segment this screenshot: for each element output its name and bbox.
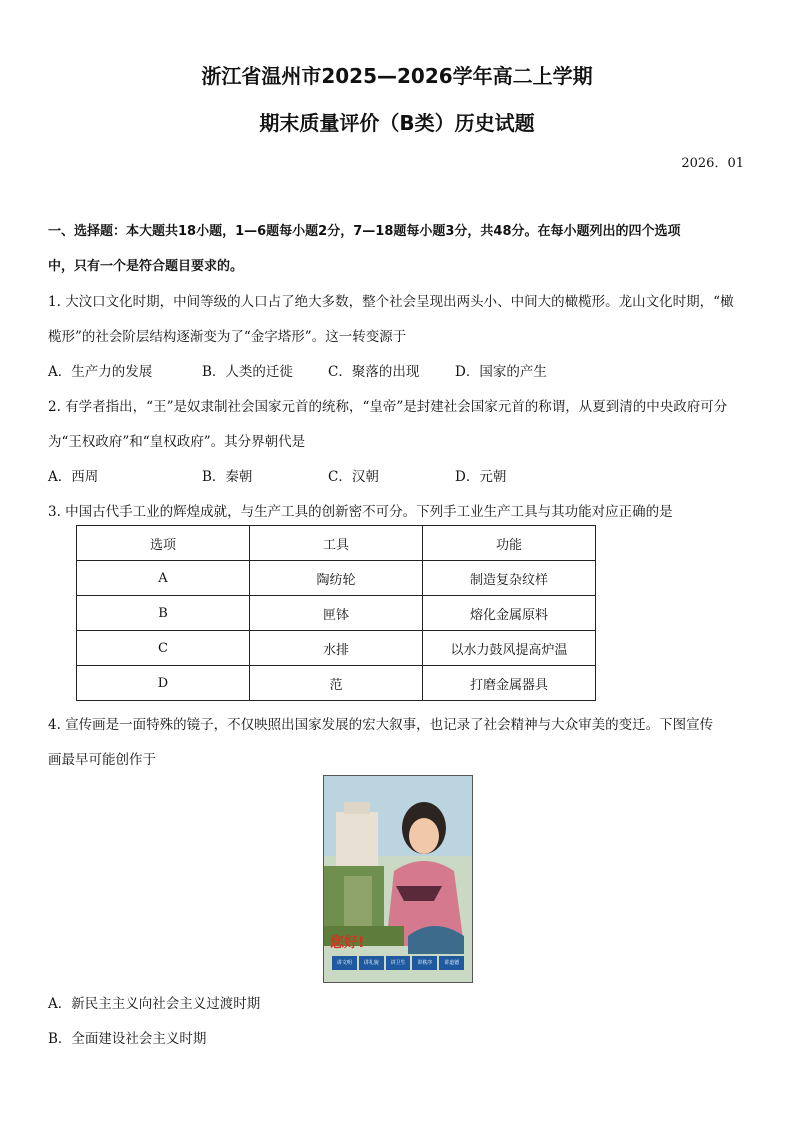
propaganda-poster-image [323, 775, 473, 983]
q4-option-b[interactable]: B．全面建设社会主义时期 [48, 1031, 207, 1047]
poster-greeting: 您好! [330, 935, 365, 951]
table-header-row [77, 526, 596, 561]
q2-stem-line-1: 2. 有学者指出，“王”是奴隶制社会国家元首的统称，“皇帝”是封建社会国家元首的称谓，从夏到清的中央政府可分 [48, 399, 728, 415]
title-line-2: 期末质量评价（B类）历史试题 [259, 111, 535, 135]
table-row [77, 631, 596, 666]
q4-stem-line-1: 4. 宣传画是一面特殊的镜子，不仅映照出国家发展的宏大叙事，也记录了社会精神与大众审美的变迁。下图宣传 [48, 717, 714, 733]
table-row [77, 666, 596, 701]
q2-option-d[interactable]: D．元朝 [455, 469, 507, 485]
table-cell: 制造复杂纹样 [423, 561, 596, 596]
table-row [77, 561, 596, 596]
table-cell: 匣钵 [250, 596, 423, 631]
q2-stem-line-2: 为“王权政府”和“皇权政府”。其分界朝代是 [48, 434, 306, 450]
q1-stem-line-2: 榄形”的社会阶层结构逐渐变为了“金字塔形”。这一转变源于 [48, 329, 407, 345]
table-cell: B [77, 596, 250, 631]
poster-slogan: 讲秩序 [412, 956, 437, 970]
q4-option-a[interactable]: A．新民主主义向社会主义过渡时期 [48, 996, 261, 1012]
q3-table [76, 525, 596, 701]
table-cell: 范 [250, 666, 423, 701]
table-cell: 以水力鼓风提高炉温 [423, 631, 596, 666]
q1-option-a[interactable]: A．生产力的发展 [48, 364, 153, 380]
poster-slogan: 讲文明 [332, 956, 357, 970]
table-cell: 熔化金属原料 [423, 596, 596, 631]
table-cell: D [77, 666, 250, 701]
q2-option-a[interactable]: A．西周 [48, 469, 99, 485]
poster-slogan: 讲卫生 [386, 956, 411, 970]
q1-option-d[interactable]: D．国家的产生 [455, 364, 547, 380]
section-instructions-line-2: 中，只有一个是符合题目要求的。 [48, 259, 244, 274]
title-line-1: 浙江省温州市2025—2026学年高二上学期 [201, 64, 593, 88]
table-cell: A [77, 561, 250, 596]
table-cell: 陶纺轮 [250, 561, 423, 596]
q3-stem: 3. 中国古代手工业的辉煌成就，与生产工具的创新密不可分。下列手工业生产工具与其功能对应正确的是 [48, 504, 673, 520]
table-header-cell: 选项 [77, 526, 250, 561]
table-cell: 打磨金属器具 [423, 666, 596, 701]
poster-slogan: 讲礼貌 [359, 956, 384, 970]
q1-option-b[interactable]: B．人类的迁徙 [202, 364, 293, 380]
table-header-cell: 功能 [423, 526, 596, 561]
q2-option-c[interactable]: C．汉朝 [328, 469, 379, 485]
table-cell: C [77, 631, 250, 666]
section-instructions-line-1: 一、选择题：本大题共18小题，1—6题每小题2分，7—18题每小题3分，共48分。在每小题列出的四个选项 [48, 224, 681, 239]
table-header-cell: 工具 [250, 526, 423, 561]
q1-option-c[interactable]: C．聚落的出现 [328, 364, 420, 380]
table-cell: 水排 [250, 631, 423, 666]
q4-stem-line-2: 画最早可能创作于 [48, 752, 156, 768]
exam-date: 2026．01 [681, 156, 744, 171]
poster-slogan-bar [332, 956, 464, 970]
poster-slogan: 讲道德 [439, 956, 464, 970]
q1-stem-line-1: 1. 大汶口文化时期，中间等级的人口占了绝大多数，整个社会呈现出两头小、中间大的橄榄形。龙山文化时期，“橄 [48, 294, 734, 310]
table-row [77, 596, 596, 631]
q2-option-b[interactable]: B．秦朝 [202, 469, 253, 485]
